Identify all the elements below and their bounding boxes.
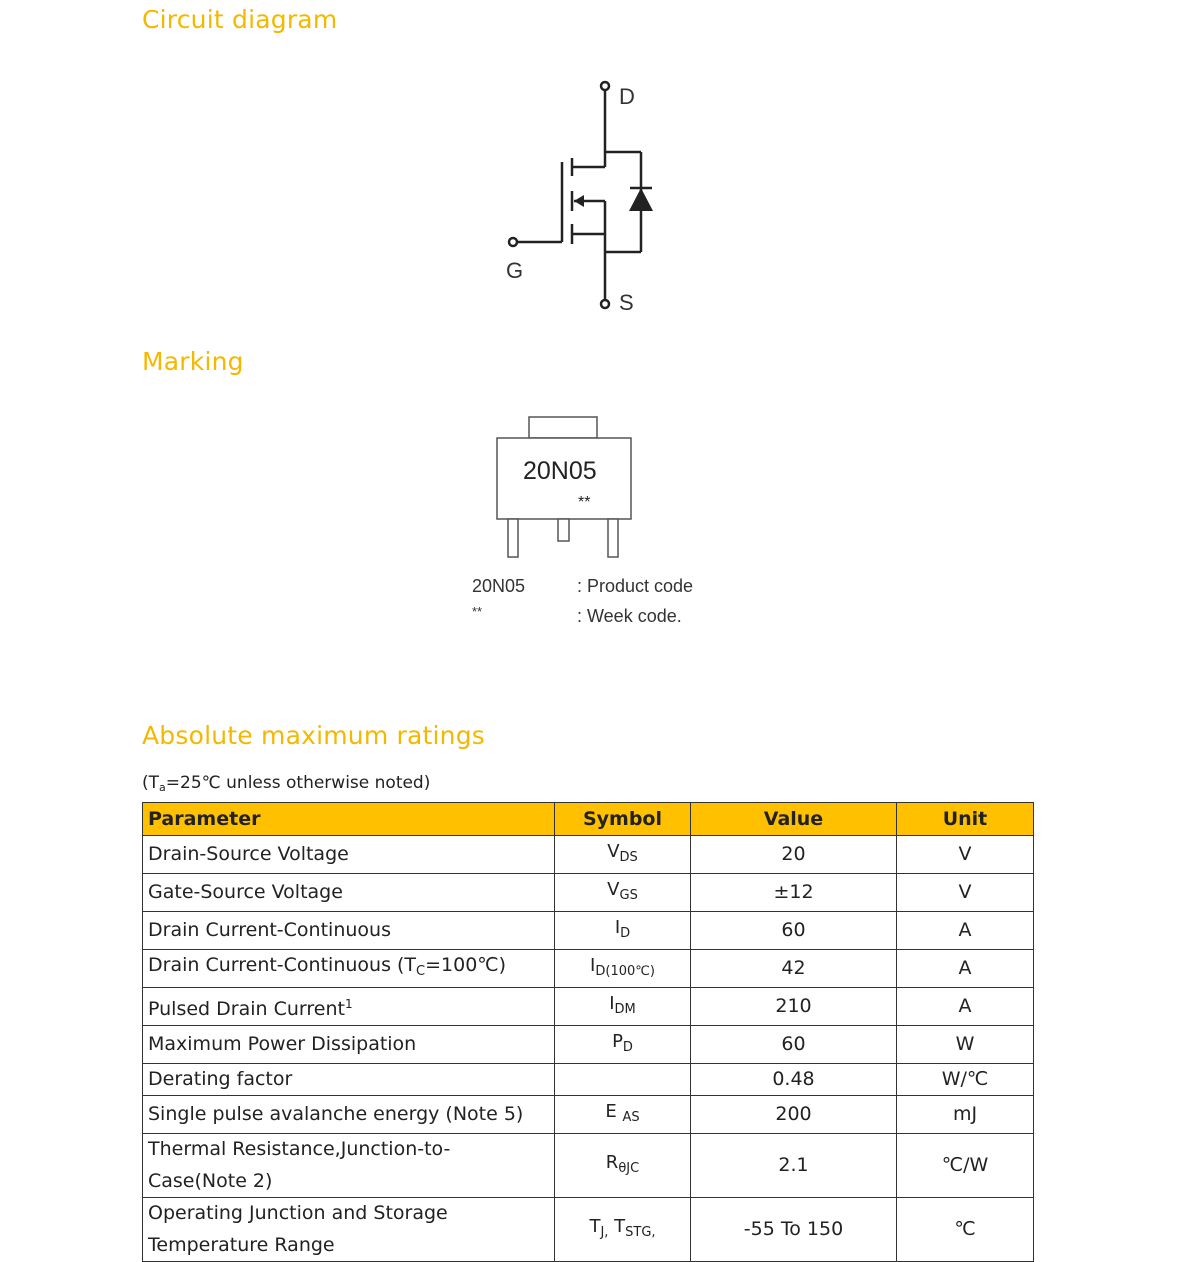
unit-cell: A	[897, 988, 1034, 1026]
table-row	[143, 1198, 1034, 1262]
value-cell: 60	[691, 912, 897, 950]
unit-cell: V	[897, 836, 1034, 874]
package-marking-drawing	[490, 410, 640, 565]
parameter-cell: Single pulse avalanche energy (Note 5)	[143, 1096, 555, 1134]
value-cell: 60	[691, 1026, 897, 1064]
parameter-cell: Operating Junction and Storage Temperature Range	[143, 1198, 555, 1262]
unit-cell: ℃	[897, 1198, 1034, 1262]
package-lead-right	[608, 519, 618, 557]
parameter-cell: Maximum Power Dissipation	[143, 1026, 555, 1064]
parameter-cell: Gate-Source Voltage	[143, 874, 555, 912]
legend-code-1: 20N05	[472, 576, 526, 596]
value-cell: 210	[691, 988, 897, 1026]
value-cell: 42	[691, 950, 897, 988]
symbol-cell: $V_{GS}$	[555, 874, 691, 912]
pin-label-s: S	[619, 290, 634, 315]
pin-label-g: G	[506, 258, 524, 283]
table-row	[143, 1134, 1034, 1198]
header-parameter: Parameter	[143, 803, 555, 836]
parameter-cell: Drain Current-Continuous $(T_C=100℃)$	[143, 950, 555, 988]
parameter-cell: Drain Current-Continuous	[143, 912, 555, 950]
unit-cell: V	[897, 874, 1034, 912]
header-value: Value	[691, 803, 897, 836]
unit-cell: W/℃	[897, 1064, 1034, 1096]
gate-terminal	[509, 238, 517, 246]
legend-desc-1: : Product code	[577, 576, 694, 596]
unit-cell: mJ	[897, 1096, 1034, 1134]
value-cell: 2.1	[691, 1134, 897, 1198]
symbol-cell: $I_{D(100℃)}$	[555, 950, 691, 988]
parameter-cell: Thermal Resistance,Junction-to-Case(Note 2)	[143, 1134, 555, 1198]
value-cell: 20	[691, 836, 897, 874]
value-cell: -55 To 150	[691, 1198, 897, 1262]
absolute-maximum-ratings-table	[142, 802, 1034, 1262]
table-row	[143, 836, 1034, 874]
source-terminal	[601, 300, 609, 308]
ratings-condition-note: ($T_a=25℃$ unless otherwise noted)	[142, 773, 431, 794]
symbol-cell: $R_{\theta JC}$	[555, 1134, 691, 1198]
header-unit: Unit	[897, 803, 1034, 836]
table-row	[143, 950, 1034, 988]
unit-cell: A	[897, 950, 1034, 988]
header-symbol: Symbol	[555, 803, 691, 836]
symbol-cell	[555, 1064, 691, 1096]
table-row	[143, 912, 1034, 950]
ratings-title: Absolute maximum ratings	[142, 721, 486, 750]
legend-desc-2: : Week code.	[577, 606, 682, 626]
unit-cell: ℃/W	[897, 1134, 1034, 1198]
symbol-cell: $I_{DM}$	[555, 988, 691, 1026]
symbol-cell: $I_D$	[555, 912, 691, 950]
value-cell: ±12	[691, 874, 897, 912]
table-row	[143, 988, 1034, 1026]
drain-terminal	[601, 82, 609, 90]
unit-cell: W	[897, 1026, 1034, 1064]
table-row	[143, 1064, 1034, 1096]
unit-cell: A	[897, 912, 1034, 950]
parameter-cell: Pulsed Drain Current$^1$	[143, 988, 555, 1026]
symbol-cell: E $_{AS}$	[555, 1096, 691, 1134]
table-row	[143, 1026, 1034, 1064]
table-row	[143, 1096, 1034, 1134]
package-week-code: **	[578, 494, 591, 511]
diode-icon	[629, 188, 653, 211]
symbol-cell: $P_D$	[555, 1026, 691, 1064]
pin-label-d: D	[619, 84, 635, 109]
circuit-diagram-title: Circuit diagram	[142, 5, 338, 34]
package-lead-left	[508, 519, 518, 557]
legend-code-2: **	[472, 604, 483, 619]
parameter-cell: Drain-Source Voltage	[143, 836, 555, 874]
channel-arrow	[574, 195, 584, 207]
mosfet-symbol	[495, 70, 675, 320]
table-row	[143, 874, 1034, 912]
value-cell: 0.48	[691, 1064, 897, 1096]
symbol-cell: $V_{DS}$	[555, 836, 691, 874]
parameter-cell: Derating factor	[143, 1064, 555, 1096]
value-cell: 200	[691, 1096, 897, 1134]
marking-title: Marking	[142, 347, 244, 376]
package-tab	[529, 417, 597, 438]
package-product-code: 20N05	[523, 457, 597, 485]
symbol-cell: $T_{J,}$ $T_{STG,}$	[555, 1198, 691, 1262]
table-header-row	[143, 803, 1034, 836]
package-lead-middle	[558, 519, 569, 541]
